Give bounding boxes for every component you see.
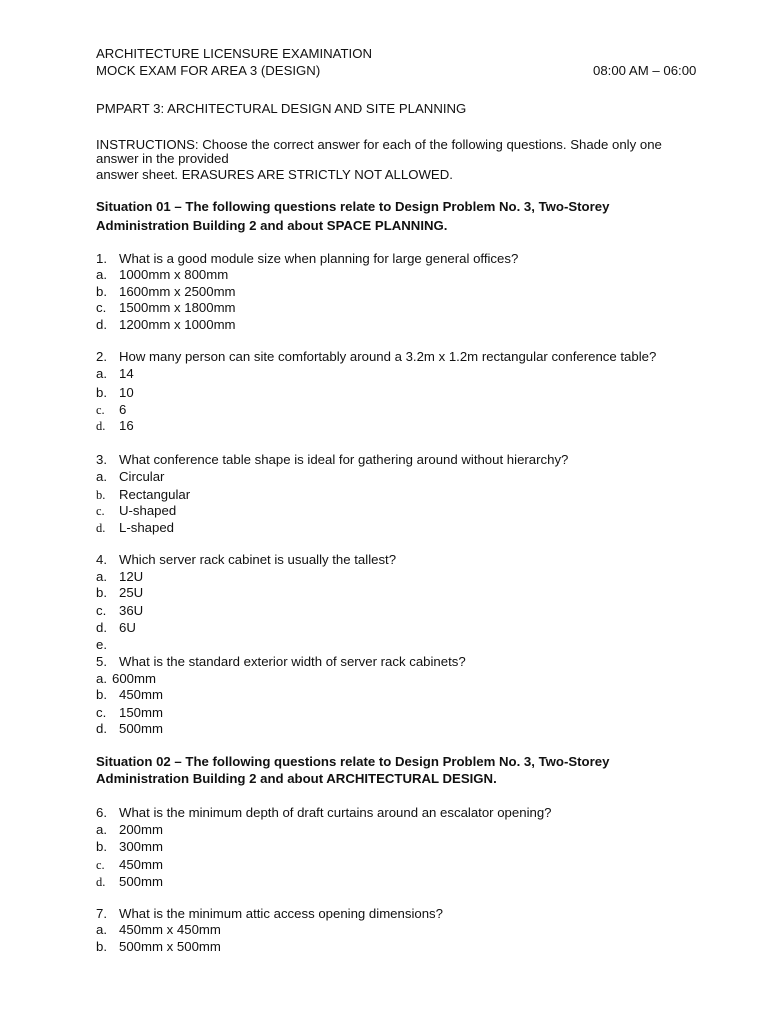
option-4b	[96, 585, 143, 601]
option-text: 6	[119, 402, 127, 417]
option-letter: c.	[96, 705, 107, 720]
header-time: 08:00 AM – 06:00	[593, 63, 697, 78]
option-letter: d.	[96, 419, 106, 433]
option-text: 500mm	[119, 721, 163, 736]
option-1b	[96, 284, 236, 300]
question-number: 5.	[96, 654, 107, 669]
question-2	[96, 349, 656, 365]
option-text: L-shaped	[119, 520, 174, 535]
option-text: 36U	[119, 603, 144, 618]
situation-1-line-2: Administration Building 2 and about SPACE PLANNING.	[96, 218, 448, 233]
option-3a	[96, 469, 164, 485]
option-text: U-shaped	[119, 503, 177, 518]
option-letter: b.	[96, 385, 107, 400]
option-6d	[96, 874, 163, 890]
option-text: 150mm	[119, 705, 163, 720]
option-letter: b.	[96, 488, 106, 502]
option-text: 200mm	[119, 822, 163, 837]
option-letter: e.	[96, 637, 107, 652]
question-number: 7.	[96, 906, 107, 921]
option-text: 6U	[119, 620, 136, 635]
option-6a	[96, 822, 163, 838]
option-5a	[96, 671, 156, 687]
option-7a	[96, 922, 221, 938]
option-letter: c.	[96, 504, 105, 518]
option-letter: c.	[96, 603, 107, 618]
option-letter: a.	[96, 267, 107, 282]
option-text: 1200mm x 1000mm	[119, 317, 236, 332]
option-text: 500mm x 500mm	[119, 939, 221, 954]
option-1d	[96, 317, 236, 333]
question-5	[96, 654, 466, 670]
option-3b	[96, 487, 190, 503]
option-7b	[96, 939, 221, 955]
option-6c	[96, 857, 163, 873]
option-text: 450mm x 450mm	[119, 922, 221, 937]
option-2c	[96, 402, 126, 418]
question-text: How many person can site comfortably around a 3.2m x 1.2m rectangular conference table?	[119, 349, 657, 364]
question-1	[96, 251, 518, 267]
situation-2-line-2: Administration Building 2 and about ARCHITECTURAL DESIGN.	[96, 771, 497, 786]
question-number: 2.	[96, 349, 107, 364]
instructions-line-1: INSTRUCTIONS: Choose the correct answer for each of the following questions. Shade only one	[96, 137, 662, 152]
instructions-line-3: answer sheet. ERASURES ARE STRICTLY NOT ALLOWED.	[96, 167, 453, 182]
question-text: What conference table shape is ideal for gathering around without hierarchy?	[119, 452, 569, 467]
question-text: What is the minimum depth of draft curtains around an escalator opening?	[119, 805, 552, 820]
option-letter: b.	[96, 585, 107, 600]
question-6	[96, 805, 552, 821]
option-5b	[96, 687, 163, 703]
option-letter: b.	[96, 687, 107, 702]
option-text: 600mm	[112, 671, 156, 686]
option-3d	[96, 520, 174, 536]
option-letter: c.	[96, 858, 105, 872]
option-letter: d.	[96, 875, 106, 889]
option-4e	[96, 637, 119, 653]
option-letter: c.	[96, 300, 107, 315]
option-text: 300mm	[119, 839, 163, 854]
option-text: Circular	[119, 469, 165, 484]
question-number: 4.	[96, 552, 107, 567]
header-title: ARCHITECTURE LICENSURE EXAMINATION	[96, 46, 372, 61]
option-text: 14	[119, 366, 134, 381]
question-number: 3.	[96, 452, 107, 467]
situation-2-line-1: Situation 02 – The following questions relate to Design Problem No. 3, Two-Storey	[96, 754, 610, 769]
option-1a	[96, 267, 228, 283]
instructions-line-2: answer in the provided	[96, 151, 229, 166]
option-letter: a.	[96, 822, 107, 837]
question-number: 1.	[96, 251, 107, 266]
option-text: 450mm	[119, 687, 163, 702]
option-letter: d.	[96, 721, 107, 736]
option-letter: b.	[96, 284, 107, 299]
header-subtitle: MOCK EXAM FOR AREA 3 (DESIGN)	[96, 63, 321, 78]
option-2d	[96, 418, 134, 434]
option-letter: d.	[96, 620, 107, 635]
option-text: 1600mm x 2500mm	[119, 284, 236, 299]
question-3	[96, 452, 568, 468]
option-5d	[96, 721, 163, 737]
option-text: 450mm	[119, 857, 163, 872]
option-letter: a.	[96, 366, 107, 381]
option-letter: a.	[96, 469, 107, 484]
option-2b	[96, 385, 134, 401]
option-4c	[96, 603, 143, 619]
question-7	[96, 906, 443, 922]
situation-1-line-1: Situation 01 – The following questions relate to Design Problem No. 3, Two-Storey	[96, 199, 610, 214]
option-letter: a.	[96, 922, 107, 937]
option-text: 16	[119, 418, 134, 433]
option-text: 12U	[119, 569, 144, 584]
option-1c	[96, 300, 236, 316]
option-letter: d.	[96, 317, 107, 332]
option-3c	[96, 503, 176, 519]
option-letter: b.	[96, 939, 107, 954]
option-5c	[96, 705, 163, 721]
option-letter: d.	[96, 521, 106, 535]
question-text: What is the minimum attic access opening dimensions?	[119, 906, 443, 921]
option-letter: b.	[96, 839, 107, 854]
option-4a	[96, 569, 143, 585]
option-text: 1000mm x 800mm	[119, 267, 229, 282]
option-letter: c.	[96, 403, 105, 417]
option-letter: a.	[96, 569, 107, 584]
option-2a	[96, 366, 134, 382]
option-letter: a.	[96, 671, 107, 686]
option-text: 10	[119, 385, 134, 400]
part-title: PMPART 3: ARCHITECTURAL DESIGN AND SITE PLANNING	[96, 101, 467, 116]
question-text: Which server rack cabinet is usually the tallest?	[119, 552, 397, 567]
question-4	[96, 552, 396, 568]
option-text: 1500mm x 1800mm	[119, 300, 236, 315]
question-number: 6.	[96, 805, 107, 820]
option-4d	[96, 620, 136, 636]
question-text: What is a good module size when planning for large general offices?	[119, 251, 519, 266]
option-6b	[96, 839, 163, 855]
option-text: 25U	[119, 585, 144, 600]
question-text: What is the standard exterior width of server rack cabinets?	[119, 654, 466, 669]
option-text: 500mm	[119, 874, 163, 889]
option-text: Rectangular	[119, 487, 191, 502]
